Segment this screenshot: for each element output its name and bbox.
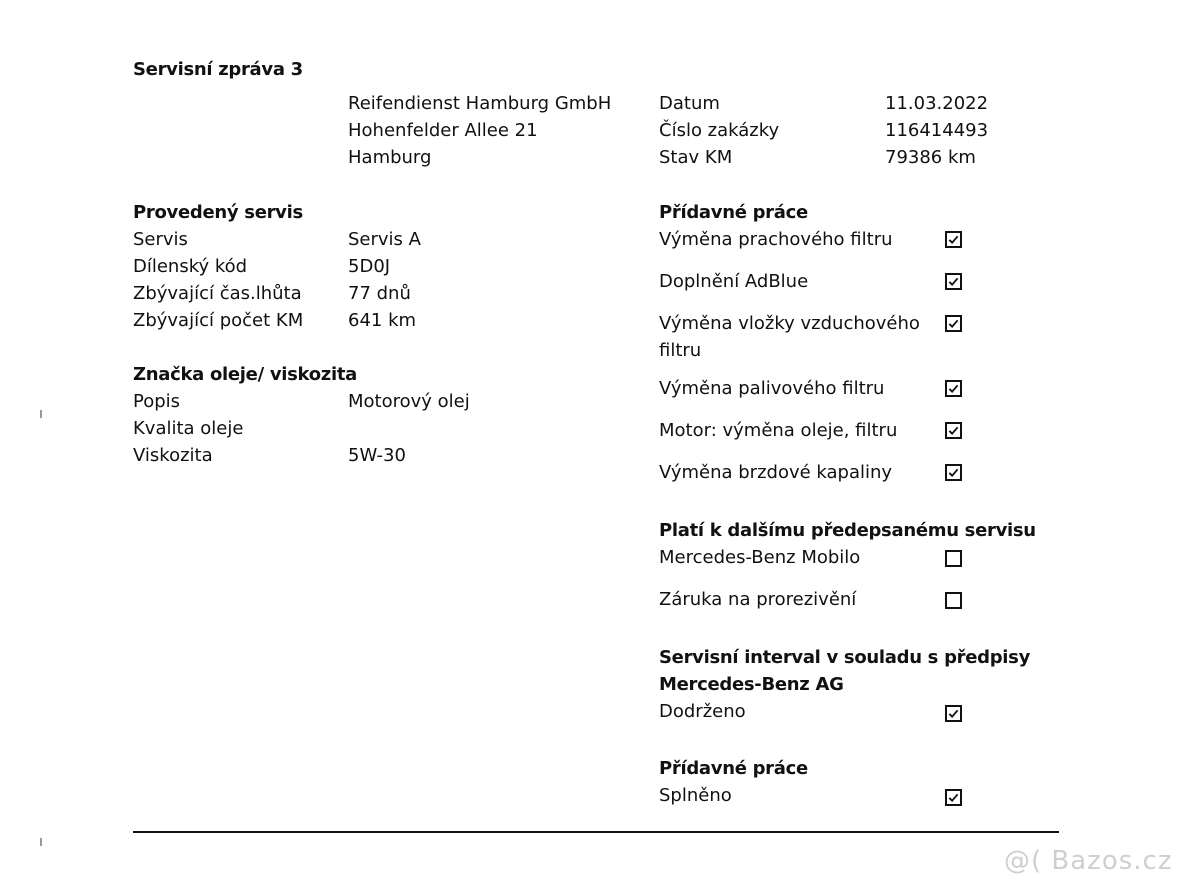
interval-heading-cont: Mercedes-Benz AG — [659, 674, 844, 695]
service-label: Zbývající počet KM — [133, 310, 304, 331]
oil-value: 5W-30 — [348, 445, 406, 466]
meta-value-km: 79386 km — [885, 147, 976, 168]
additional-work-item: Výměna brzdové kapaliny — [659, 462, 893, 483]
additional-work-item: Doplnění AdBlue — [659, 271, 809, 292]
checkmark-icon — [948, 234, 959, 245]
checkbox-checked[interactable] — [945, 380, 962, 397]
oil-label: Kvalita oleje — [133, 418, 244, 439]
checkbox-checked[interactable] — [945, 464, 962, 481]
additional-work-2-heading: Přídavné práce — [659, 758, 808, 779]
watermark: @( Bazos.cz — [1004, 846, 1173, 876]
checkmark-icon — [948, 467, 959, 478]
additional-work-item: Výměna vložky vzduchového — [659, 313, 920, 334]
additional-work-item-cont: filtru — [659, 340, 702, 361]
checkbox-checked[interactable] — [945, 789, 962, 806]
bottom-divider — [133, 831, 1059, 833]
service-value: 641 km — [348, 310, 417, 331]
service-label: Zbývající čas.lhůta — [133, 283, 302, 304]
checkbox-checked[interactable] — [945, 705, 962, 722]
oil-label: Viskozita — [133, 445, 213, 466]
meta-value-date: 11.03.2022 — [885, 93, 989, 114]
service-value: 5D0J — [348, 256, 391, 277]
checkbox-checked[interactable] — [945, 315, 962, 332]
scan-speck — [40, 410, 42, 418]
scan-speck — [40, 838, 42, 846]
checkmark-icon — [948, 425, 959, 436]
oil-label: Popis — [133, 391, 181, 412]
service-value: 77 dnů — [348, 283, 411, 304]
interval-heading: Servisní interval v souladu s předpisy — [659, 647, 1031, 668]
checkbox-checked[interactable] — [945, 231, 962, 248]
meta-value-order: 116414493 — [885, 120, 989, 141]
additional-work-item: Motor: výměna oleje, filtru — [659, 420, 898, 441]
page-title: Servisní zpráva 3 — [133, 59, 303, 80]
service-value: Servis A — [348, 229, 421, 250]
interval-item: Dodrženo — [659, 701, 746, 722]
checkmark-icon — [948, 383, 959, 394]
checkmark-icon — [948, 792, 959, 803]
additional-work-2-item: Splněno — [659, 785, 732, 806]
valid-for-heading: Platí k dalšímu předepsanému servisu — [659, 520, 1036, 541]
meta-label-date: Datum — [659, 93, 720, 114]
checkbox-checked[interactable] — [945, 422, 962, 439]
checkmark-icon — [948, 276, 959, 287]
additional-work-heading: Přídavné práce — [659, 202, 808, 223]
meta-label-order: Číslo zakázky — [659, 120, 780, 141]
checkmark-icon — [948, 318, 959, 329]
checkbox-checked[interactable] — [945, 273, 962, 290]
oil-heading: Značka oleje/ viskozita — [133, 364, 357, 385]
valid-for-item: Záruka na prorezivění — [659, 589, 857, 610]
valid-for-item: Mercedes-Benz Mobilo — [659, 547, 861, 568]
company-city: Hamburg — [348, 147, 432, 168]
checkbox-unchecked[interactable] — [945, 592, 962, 609]
additional-work-item: Výměna palivového filtru — [659, 378, 885, 399]
company-street: Hohenfelder Allee 21 — [348, 120, 538, 141]
service-label: Dílenský kód — [133, 256, 248, 277]
meta-label-km: Stav KM — [659, 147, 733, 168]
checkmark-icon — [948, 708, 959, 719]
additional-work-item: Výměna prachového filtru — [659, 229, 893, 250]
service-heading: Provedený servis — [133, 202, 303, 223]
checkbox-unchecked[interactable] — [945, 550, 962, 567]
company-name: Reifendienst Hamburg GmbH — [348, 93, 612, 114]
service-label: Servis — [133, 229, 188, 250]
oil-value: Motorový olej — [348, 391, 470, 412]
